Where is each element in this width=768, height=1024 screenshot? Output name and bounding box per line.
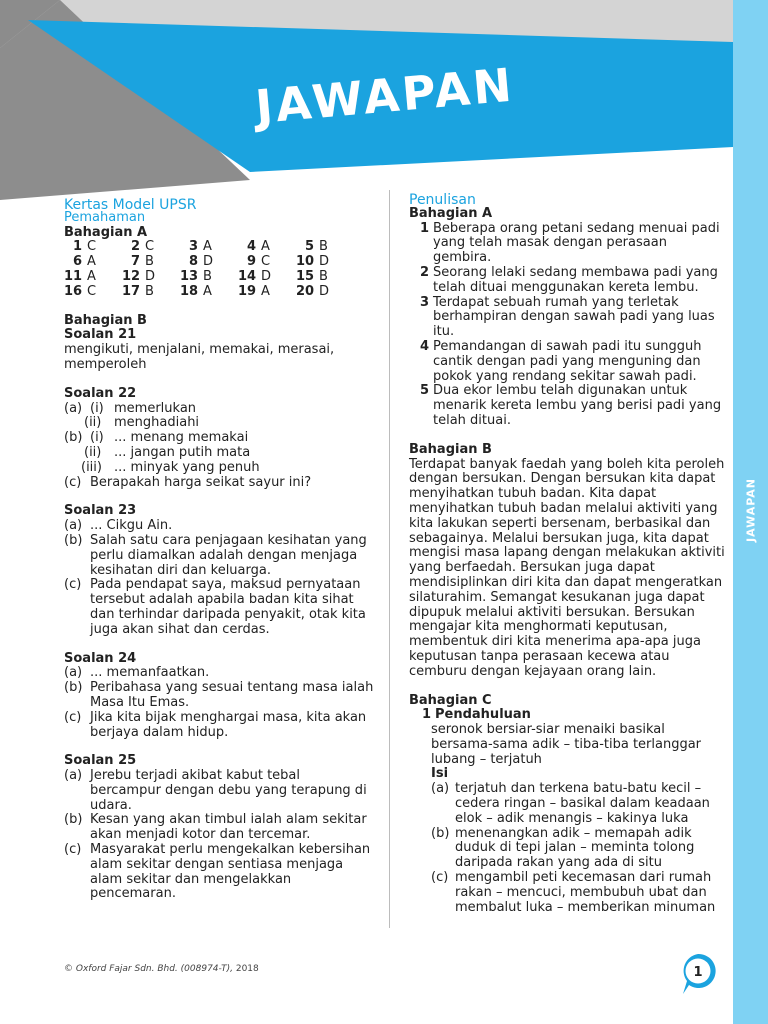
list-item: (a) terjatuh dan terkena batu-batu kecil – cedera ringan – basikal dalam keadaan elok – adik menangis – kakinya luka <box>431 781 710 826</box>
list-item: 5 Dua ekor lembu telah digunakan untuk menarik kereta lembu yang berisi padi yang telah dituai. <box>419 383 722 428</box>
answer-cell: 12 D <box>122 268 156 284</box>
bahagian-a-list <box>409 222 727 429</box>
s22-item-b: (b) (i) ... menang memakai <box>64 430 249 446</box>
soalan-23-list <box>64 519 374 637</box>
answer-grid <box>64 240 374 299</box>
answer-cell: 20 D <box>296 283 330 299</box>
soalan-24-title: Soalan 24 <box>64 650 137 666</box>
list-item: (a) ... memanfaatkan. <box>64 665 210 681</box>
left-column <box>64 198 374 902</box>
answer-cell: 17 B <box>122 283 154 299</box>
answer-cell: 18 A <box>180 283 212 299</box>
isi-list <box>409 782 727 915</box>
list-item: (a) Jerebu terjadi akibat kabut tebal bercampur dengan debu yang terapung di udara. <box>64 768 367 813</box>
answer-cell: 10 D <box>296 254 330 270</box>
subsection-heading: Pemahaman <box>64 209 146 225</box>
answer-cell: 5 B <box>304 239 328 255</box>
answer-cell: 7 B <box>130 254 154 270</box>
bahagian-b-heading: Bahagian B <box>64 312 147 328</box>
bahagian-a-heading-right: Bahagian A <box>409 205 493 221</box>
soalan-21-text: mengikuti, menjalani, memakai, merasai, memperoleh <box>64 342 335 372</box>
soalan-24-list <box>64 666 374 740</box>
answer-cell: 16 C <box>64 283 97 299</box>
answer-cell: 8 D <box>188 254 214 270</box>
answer-cell: 1 C <box>72 239 97 255</box>
soalan-25-list <box>64 769 374 902</box>
s22-item-b-iii: (iii) ... minyak yang penuh <box>81 459 260 475</box>
answer-cell: 4 A <box>246 239 270 255</box>
soalan-23-title: Soalan 23 <box>64 503 137 519</box>
penulisan-heading: Penulisan <box>409 192 476 208</box>
list-item: (c) Masyarakat perlu mengekalkan kebersihan alam sekitar dengan sentiasa menjaga alam sekitar dan mengelakkan pencemaran. <box>64 842 371 902</box>
right-column <box>409 193 727 915</box>
page-title: JAWAPAN <box>253 57 517 135</box>
soalan-22-title: Soalan 22 <box>64 385 137 401</box>
page-number: 1 <box>693 965 703 980</box>
pendahuluan-text: seronok bersiar-siar menaiki basikal bersama-sama adik – tiba-tiba terlanggar lubang – terjatuh <box>431 722 702 767</box>
section-heading: Kertas Model UPSR <box>64 197 197 213</box>
soalan-25-title: Soalan 25 <box>64 753 137 769</box>
copyright-footer: © Oxford Fajar Sdn. Bhd. (008974-T), 2018 <box>64 964 259 974</box>
s22-item-b-ii: (ii) ... jangan putih mata <box>84 444 251 460</box>
bahagian-c-heading: Bahagian C <box>409 692 492 708</box>
list-item: 1 Beberapa orang petani sedang menuai padi yang telah masak dengan perasaan gembira. <box>419 220 720 266</box>
answer-cell: 14 D <box>238 268 272 284</box>
list-item: (c) Pada pendapat saya, maksud pernyataan tersebut adalah apabila badan kita sihat dan terhindar daripada penyakit, otak kita juga akan sihat dan cerdas. <box>64 577 366 637</box>
answer-cell: 6 A <box>72 254 96 270</box>
bahagian-a-heading: Bahagian A <box>64 224 148 240</box>
s22-item-c: (c) Berapakah harga seikat sayur ini? <box>64 474 312 490</box>
list-item: (b) Peribahasa yang sesuai tentang masa ialah Masa Itu Emas. <box>64 680 374 710</box>
column-divider <box>389 190 390 928</box>
answer-cell: 19 A <box>238 283 270 299</box>
answer-cell: 3 A <box>188 239 212 255</box>
list-item: 4 Pemandangan di sawah padi itu sungguh cantik dengan padi yang menguning dan pokok yang rendang sekitar sawah padi. <box>419 338 702 384</box>
list-item: (c) Jika kita bijak menghargai masa, kita akan berjaya dalam hidup. <box>64 709 367 740</box>
list-item: (b) menenangkan adik – memapah adik duduk di tepi jalan – meminta tolong daripada rakan yang ada di situ <box>431 825 695 871</box>
bahagian-b-heading-right: Bahagian B <box>409 441 492 457</box>
page-number-badge <box>677 950 719 1000</box>
s22-item-a: (a) (i) memerlukan <box>64 400 197 416</box>
answer-cell: 13 B <box>180 268 212 284</box>
answer-cell: 15 B <box>296 268 328 284</box>
list-item: (b) Salah satu cara penjagaan kesihatan yang perlu diamalkan adalah dengan menjaga kesihatan diri dan keluarga. <box>64 532 367 578</box>
side-label: JAWAPAN <box>744 477 757 543</box>
answer-cell: 11 A <box>64 268 96 284</box>
bahagian-b-paragraph: Terdapat banyak faedah yang boleh kita peroleh dengan bersukan. Dengan bersukan kita dapat menyihatkan tubuh badan. Kita dapat menyihatkan tubuh badan melalui aktiviti yang kita lakukan seperti bersenam, berbasikal dan sebagainya. Melalui bersukan juga, kita dapat mengisi masa lapang dengan melakukan aktiviti yang berfaedah. Bersukan juga dapat mendisiplinkan diri kita dan dapat mengeratkan silaturahim. Semangat kesukanan juga dapat dipupuk melalui aktiviti bersukan. Bersukan mengajar kita menghormati keputusan, membentuk diri kita menerima apa-apa juga keputusan tanpa perasaan kecewa atau cemburu dengan kejayaan orang lain. <box>409 456 725 679</box>
list-item: 3 Terdapat sebuah rumah yang terletak berhampiran dengan sawah padi yang luas itu. <box>419 294 715 340</box>
answer-cell: 2 C <box>130 239 155 255</box>
list-item: (c) mengambil peti kecemasan dari rumah rakan – mencuci, membubuh ubat dan membalut luka – memberikan minuman <box>431 870 716 915</box>
list-item: (b) Kesan yang akan timbul ialah alam sekitar akan menjadi kotor dan tercemar. <box>64 812 367 843</box>
list-item: 2 Seorang lelaki sedang membawa padi yang telah dituai menggunakan kereta lembu. <box>419 264 718 295</box>
soalan-21-title: Soalan 21 <box>64 327 137 343</box>
answer-cell: 9 C <box>246 254 271 270</box>
pendahuluan-heading: 1 Pendahuluan <box>421 707 531 723</box>
isi-heading: Isi <box>431 766 449 782</box>
s22-item-a-ii: (ii) menghadiahi <box>84 415 200 431</box>
list-item: (a) ... Cikgu Ain. <box>64 518 173 534</box>
